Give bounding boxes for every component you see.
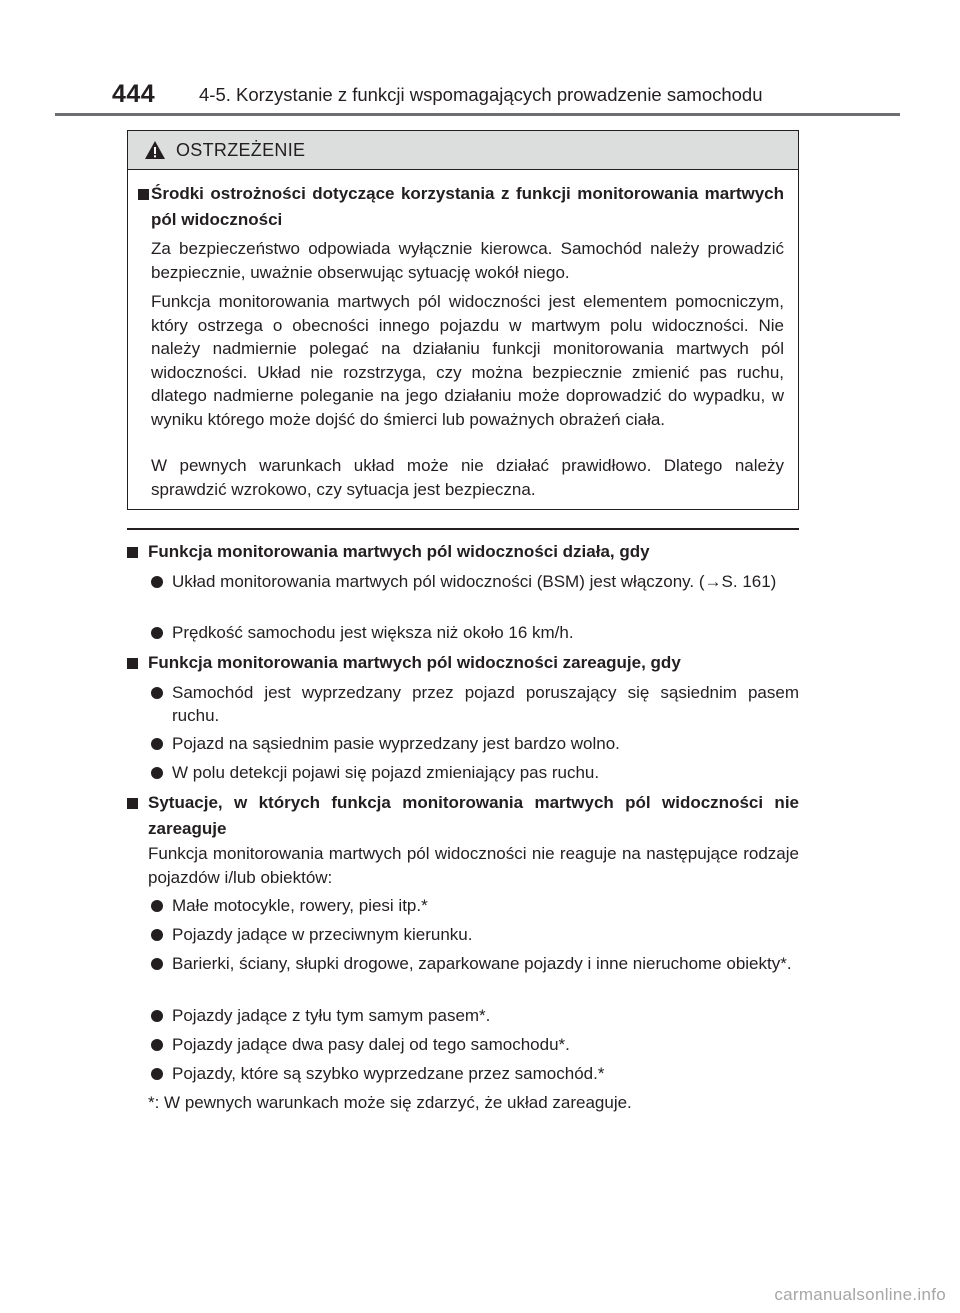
list-item-text: Pojazdy jadące dwa pasy dalej od tego samochodu*. (172, 1035, 570, 1054)
section-heading (127, 539, 799, 565)
warning-titlebar (128, 131, 798, 170)
footnote: *: W pewnych warunkach może się zdarzyć, że układ zareaguje. (148, 1093, 632, 1112)
section-heading (127, 650, 799, 676)
list-item (151, 570, 799, 593)
warning-paragraph: Za bezpieczeństwo odpowiada wyłącznie kierowca. Samochód należy prowadzić bezpiecznie, uważnie obserwując sytuację wokół niego. (151, 239, 784, 282)
circle-bullet-icon (151, 627, 163, 639)
circle-bullet-icon (151, 687, 163, 699)
section-heading-text: Sytuacje, w których funkcja monitorowania martwych pól widoczności nie zareaguje (148, 793, 799, 838)
list-item (151, 1062, 799, 1085)
list-item (151, 732, 799, 755)
warning-box (127, 130, 799, 510)
circle-bullet-icon (151, 1068, 163, 1080)
list-item (151, 1004, 799, 1027)
square-bullet-icon (138, 189, 149, 200)
section-divider (127, 528, 799, 530)
page-number: 444 (112, 80, 156, 108)
circle-bullet-icon (151, 767, 163, 779)
list-item (151, 952, 799, 975)
list-item (151, 761, 799, 784)
warning-heading (138, 181, 784, 233)
square-bullet-icon (127, 547, 138, 558)
list-item (151, 621, 799, 644)
warning-triangle-icon (144, 140, 166, 160)
warning-heading-text: Środki ostrożności dotyczące korzystania z funkcji monitorowania martwych pól widoczności (151, 184, 784, 229)
header-rule (55, 113, 900, 116)
warning-paragraph: W pewnych warunkach układ może nie działać prawidłowo. Dlatego należy sprawdzić wzrokowo, czy sytuacja jest bezpieczna. (151, 456, 784, 499)
list-item-text: Pojazdy, które są szybko wyprzedzane przez samochód.* (172, 1064, 605, 1083)
list-item (151, 923, 799, 946)
circle-bullet-icon (151, 1010, 163, 1022)
watermark: carmanualsonline.info (774, 1285, 946, 1304)
section-heading-text: Funkcja monitorowania martwych pól widoczności zareaguje, gdy (148, 653, 681, 672)
list-item-text: Pojazd na sąsiednim pasie wyprzedzany jest bardzo wolno. (172, 734, 620, 753)
list-item-text: Barierki, ściany, słupki drogowe, zaparkowane pojazdy i inne nieruchome obiekty*. (172, 954, 792, 973)
warning-paragraph: Funkcja monitorowania martwych pól widoczności jest elementem pomocniczym, który ostrzega o obecności innego pojazdu w martwym polu widoczności. Nie należy nadmiernie polegać na działaniu funkcji monitorowania martwych pól widoczności. Układ nie rozstrzyga, czy można bezpiecznie zmienić pas ruchu, dlatego nadmierne poleganie na jego działaniu może doprowadzić do wypadku, w wyniku którego może dojść do śmierci lub poważnych obrażeń ciała. (151, 292, 784, 429)
list-item-text: Małe motocykle, rowery, piesi itp.* (172, 896, 428, 915)
list-item (151, 1033, 799, 1056)
chapter-title: 4-5. Korzystanie z funkcji wspomagających prowadzenie samochodu (199, 84, 763, 105)
list-item-text: Układ monitorowania martwych pól widoczności (BSM) jest włączony. (→S. 161) (172, 572, 777, 591)
list-item-text: W polu detekcji pojawi się pojazd zmieniający pas ruchu. (172, 763, 600, 782)
list-item-text: Prędkość samochodu jest większa niż około 16 km/h. (172, 623, 574, 642)
page-header (112, 80, 902, 112)
list-item (151, 681, 799, 727)
circle-bullet-icon (151, 958, 163, 970)
circle-bullet-icon (151, 1039, 163, 1051)
list-item-text: Samochód jest wyprzedzany przez pojazd poruszający się sąsiednim pasem ruchu. (172, 683, 799, 725)
section-heading-text: Funkcja monitorowania martwych pól widoczności działa, gdy (148, 542, 650, 561)
list-item-text: Pojazdy jadące z tyłu tym samym pasem*. (172, 1006, 491, 1025)
section-heading (127, 790, 799, 842)
square-bullet-icon (127, 798, 138, 809)
circle-bullet-icon (151, 929, 163, 941)
circle-bullet-icon (151, 738, 163, 750)
circle-bullet-icon (151, 900, 163, 912)
square-bullet-icon (127, 658, 138, 669)
warning-title: OSTRZEŻENIE (176, 140, 306, 160)
list-item (151, 894, 799, 917)
circle-bullet-icon (151, 576, 163, 588)
section-intro: Funkcja monitorowania martwych pól widoczności nie reaguje na następujące rodzaje pojazdów i/lub obiektów: (148, 844, 799, 887)
list-item-text: Pojazdy jadące w przeciwnym kierunku. (172, 925, 473, 944)
